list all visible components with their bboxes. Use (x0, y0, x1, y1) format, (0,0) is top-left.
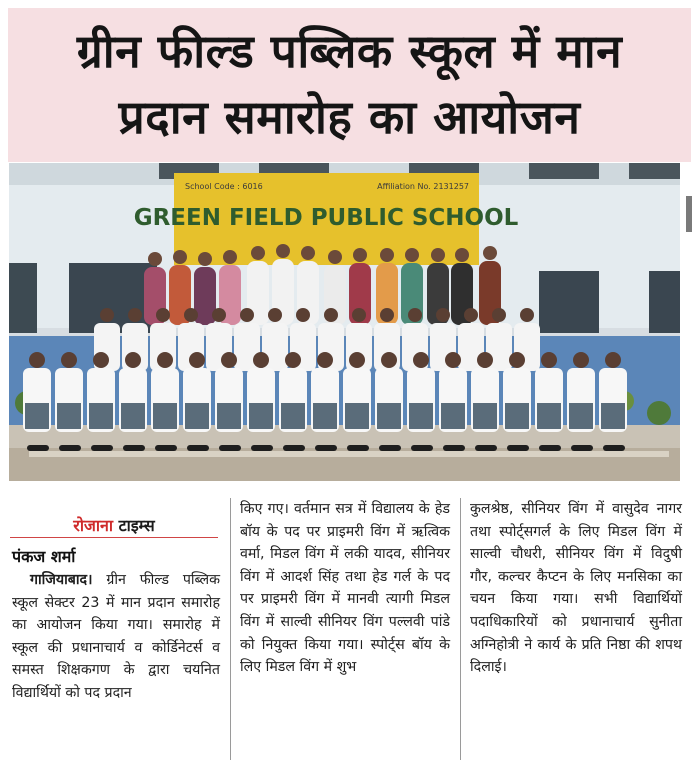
source-label (10, 516, 218, 536)
column-3-text: कुलश्रेष्ठ, सीनियर विंग में वासुदेव नागर तथा स्पोर्ट्सगर्ल के लिए मिडल विंग में साल्वी चौधरी, सीनियर विंग में विदुषी गौर, कल्चर कैप्टन के लिए मनसिका का चयन किया गया। सभी विद्यार्थियों पदाधिकारियों को प्रधानाचार्य सुनीता अग्निहोत्री ने कार्य के प्रति निष्ठा की शपथ दिलाई। (470, 501, 682, 676)
banner-text: GREEN FIELD PUBLIC SCHOOL (133, 205, 519, 231)
news-photo (9, 163, 680, 481)
column-divider-2 (460, 498, 461, 760)
source-underline (10, 537, 218, 538)
column-1-text: ग्रीन फील्ड पब्लिक स्कूल सेक्टर 23 में मान प्रदान समारोह का आयोजन किया गया। समारोह में स्कूल की प्रधानाचार्य व कोर्डिनेटर्स व समस्त शिक्षकगण के द्वारा चयनित विद्यार्थियों को पद प्रदान (12, 572, 220, 701)
headline (8, 18, 691, 150)
headline-box (8, 8, 691, 162)
column-1-body (12, 569, 220, 705)
dateline: गाजियाबाद। (30, 572, 93, 588)
byline: पंकज शर्मा (12, 547, 76, 566)
column-3-body (470, 498, 682, 768)
source-part-1: रोजाना (73, 516, 114, 535)
banner-affiliation: Affiliation No. 2131257 (377, 182, 469, 191)
headline-line-1: ग्रीन फील्ड पब्लिक स्कूल में मान (76, 24, 623, 78)
scrollbar-thumb[interactable] (686, 196, 692, 232)
column-divider-1 (230, 498, 231, 760)
column-2-body (240, 498, 450, 768)
group-photo-illustration (9, 163, 680, 481)
headline-line-2: प्रदान समारोह का आयोजन (118, 90, 581, 144)
column-2-text: किए गए। वर्तमान सत्र में विद्यालय के हेड बॉय के पद पर प्राइमरी विंग में ऋत्विक वर्मा, मिडल विंग में लकी यादव, सीनियर विंग में आदर्श सिंह तथा हेड गर्ल के पद पर प्राइमरी विंग में मानवी त्यागी मिडल विंग में साल्वी सीनियर विंग पल्लवी पांडे को नियुक्त किया गया। स्पोर्ट्स बॉय के लिए मिडल विंग में शुभ (240, 501, 450, 676)
banner-school-code: School Code : 6016 (185, 182, 263, 191)
source-part-2: टाइम्स (118, 516, 155, 535)
